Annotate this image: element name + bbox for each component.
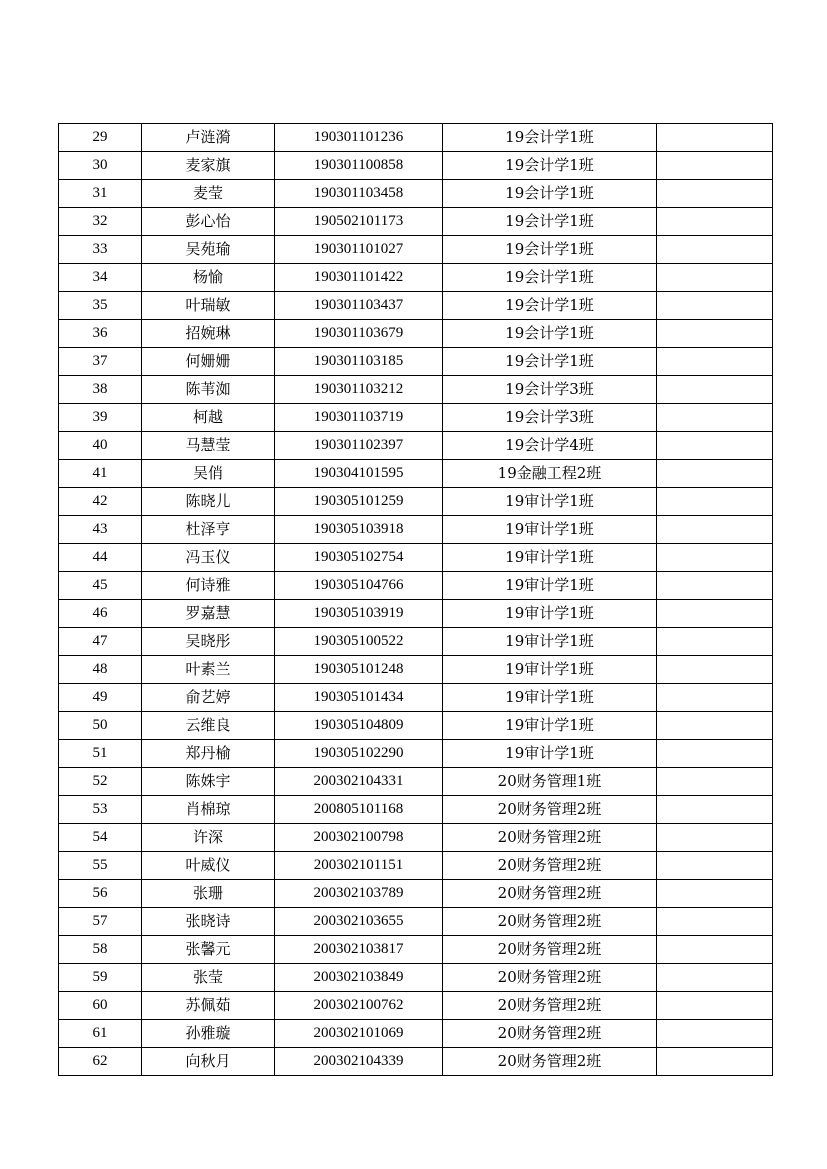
student-name-cell: 柯越: [142, 404, 275, 432]
class-name-cell: 19会计学1班: [443, 180, 657, 208]
remark-cell: [657, 460, 773, 488]
student-name-cell: 向秋月: [142, 1048, 275, 1076]
class-name-cell: 19审计学1班: [443, 544, 657, 572]
table-row: [59, 852, 773, 880]
remark-cell: [657, 152, 773, 180]
row-number-cell: 36: [59, 320, 142, 348]
class-name-cell: 19会计学1班: [443, 264, 657, 292]
class-name-cell: 20财务管理2班: [443, 964, 657, 992]
row-number-cell: 40: [59, 432, 142, 460]
student-list-table: [58, 123, 773, 1076]
row-number-cell: 57: [59, 908, 142, 936]
student-name-cell: 麦莹: [142, 180, 275, 208]
table-row: [59, 432, 773, 460]
table-row: [59, 768, 773, 796]
remark-cell: [657, 740, 773, 768]
table-row: [59, 236, 773, 264]
student-id-cell: 200302103655: [275, 908, 443, 936]
row-number-cell: 42: [59, 488, 142, 516]
student-id-cell: 190305103919: [275, 600, 443, 628]
class-name-cell: 19会计学1班: [443, 292, 657, 320]
row-number-cell: 31: [59, 180, 142, 208]
student-id-cell: 200302104331: [275, 768, 443, 796]
table-row: [59, 404, 773, 432]
student-name-cell: 张珊: [142, 880, 275, 908]
student-name-cell: 俞艺婷: [142, 684, 275, 712]
row-number-cell: 38: [59, 376, 142, 404]
remark-cell: [657, 124, 773, 152]
student-id-cell: 190301101236: [275, 124, 443, 152]
class-name-cell: 19会计学1班: [443, 320, 657, 348]
student-id-cell: 190301103679: [275, 320, 443, 348]
student-name-cell: 陈姝宇: [142, 768, 275, 796]
table-row: [59, 600, 773, 628]
row-number-cell: 49: [59, 684, 142, 712]
remark-cell: [657, 852, 773, 880]
table-row: [59, 936, 773, 964]
row-number-cell: 34: [59, 264, 142, 292]
student-name-cell: 张莹: [142, 964, 275, 992]
class-name-cell: 19审计学1班: [443, 488, 657, 516]
student-name-cell: 冯玉仪: [142, 544, 275, 572]
student-name-cell: 何姗姗: [142, 348, 275, 376]
table-row: [59, 1020, 773, 1048]
table-row: [59, 992, 773, 1020]
row-number-cell: 35: [59, 292, 142, 320]
student-id-cell: 190301103458: [275, 180, 443, 208]
student-id-cell: 190305102290: [275, 740, 443, 768]
table-row: [59, 488, 773, 516]
class-name-cell: 20财务管理2班: [443, 1048, 657, 1076]
student-id-cell: 190305101434: [275, 684, 443, 712]
class-name-cell: 20财务管理1班: [443, 768, 657, 796]
class-name-cell: 19审计学1班: [443, 656, 657, 684]
row-number-cell: 37: [59, 348, 142, 376]
student-id-cell: 200302103817: [275, 936, 443, 964]
class-name-cell: 19会计学1班: [443, 348, 657, 376]
class-name-cell: 19会计学4班: [443, 432, 657, 460]
remark-cell: [657, 292, 773, 320]
student-id-cell: 200302103789: [275, 880, 443, 908]
table-row: [59, 348, 773, 376]
student-name-cell: 孙雅璇: [142, 1020, 275, 1048]
student-id-cell: 190305100522: [275, 628, 443, 656]
row-number-cell: 59: [59, 964, 142, 992]
student-name-cell: 张馨元: [142, 936, 275, 964]
student-name-cell: 马慧莹: [142, 432, 275, 460]
student-name-cell: 郑丹榆: [142, 740, 275, 768]
remark-cell: [657, 936, 773, 964]
table-row: [59, 656, 773, 684]
row-number-cell: 41: [59, 460, 142, 488]
remark-cell: [657, 572, 773, 600]
remark-cell: [657, 236, 773, 264]
student-id-cell: 190305101248: [275, 656, 443, 684]
remark-cell: [657, 628, 773, 656]
class-name-cell: 19会计学3班: [443, 404, 657, 432]
student-name-cell: 吴苑瑜: [142, 236, 275, 264]
class-name-cell: 19审计学1班: [443, 572, 657, 600]
student-name-cell: 肖棉琼: [142, 796, 275, 824]
student-id-cell: 190304101595: [275, 460, 443, 488]
table-row: [59, 544, 773, 572]
student-id-cell: 190301100858: [275, 152, 443, 180]
class-name-cell: 20财务管理2班: [443, 852, 657, 880]
student-name-cell: 罗嘉慧: [142, 600, 275, 628]
row-number-cell: 54: [59, 824, 142, 852]
table-body: [59, 124, 773, 1076]
class-name-cell: 20财务管理2班: [443, 880, 657, 908]
student-name-cell: 叶威仪: [142, 852, 275, 880]
remark-cell: [657, 376, 773, 404]
table-row: [59, 460, 773, 488]
student-name-cell: 何诗雅: [142, 572, 275, 600]
student-id-cell: 190301103719: [275, 404, 443, 432]
table-row: [59, 1048, 773, 1076]
student-id-cell: 200302101069: [275, 1020, 443, 1048]
class-name-cell: 19审计学1班: [443, 684, 657, 712]
class-name-cell: 20财务管理2班: [443, 1020, 657, 1048]
row-number-cell: 50: [59, 712, 142, 740]
row-number-cell: 60: [59, 992, 142, 1020]
student-name-cell: 杨愉: [142, 264, 275, 292]
student-name-cell: 卢涟漪: [142, 124, 275, 152]
row-number-cell: 48: [59, 656, 142, 684]
row-number-cell: 52: [59, 768, 142, 796]
student-name-cell: 叶素兰: [142, 656, 275, 684]
class-name-cell: 19审计学1班: [443, 600, 657, 628]
remark-cell: [657, 712, 773, 740]
student-id-cell: 190301103185: [275, 348, 443, 376]
student-name-cell: 麦家旗: [142, 152, 275, 180]
student-id-cell: 200302103849: [275, 964, 443, 992]
table-row: [59, 908, 773, 936]
class-name-cell: 19金融工程2班: [443, 460, 657, 488]
table-row: [59, 824, 773, 852]
remark-cell: [657, 488, 773, 516]
row-number-cell: 30: [59, 152, 142, 180]
class-name-cell: 20财务管理2班: [443, 992, 657, 1020]
table-row: [59, 796, 773, 824]
row-number-cell: 39: [59, 404, 142, 432]
row-number-cell: 53: [59, 796, 142, 824]
remark-cell: [657, 264, 773, 292]
table-row: [59, 572, 773, 600]
table-row: [59, 516, 773, 544]
row-number-cell: 45: [59, 572, 142, 600]
row-number-cell: 43: [59, 516, 142, 544]
remark-cell: [657, 824, 773, 852]
table-row: [59, 264, 773, 292]
student-name-cell: 吴晓彤: [142, 628, 275, 656]
student-id-cell: 190305104766: [275, 572, 443, 600]
table-row: [59, 880, 773, 908]
remark-cell: [657, 404, 773, 432]
table-row: [59, 964, 773, 992]
row-number-cell: 29: [59, 124, 142, 152]
student-name-cell: 吴俏: [142, 460, 275, 488]
student-id-cell: 200302100762: [275, 992, 443, 1020]
table-row: [59, 124, 773, 152]
remark-cell: [657, 544, 773, 572]
class-name-cell: 20财务管理2班: [443, 936, 657, 964]
student-name-cell: 苏佩茹: [142, 992, 275, 1020]
remark-cell: [657, 348, 773, 376]
student-id-cell: 190301101027: [275, 236, 443, 264]
class-name-cell: 19审计学1班: [443, 628, 657, 656]
student-id-cell: 200302104339: [275, 1048, 443, 1076]
remark-cell: [657, 684, 773, 712]
student-name-cell: 云维良: [142, 712, 275, 740]
student-name-cell: 陈苇洳: [142, 376, 275, 404]
remark-cell: [657, 208, 773, 236]
remark-cell: [657, 600, 773, 628]
student-id-cell: 190305102754: [275, 544, 443, 572]
student-id-cell: 190301101422: [275, 264, 443, 292]
remark-cell: [657, 768, 773, 796]
table-row: [59, 320, 773, 348]
student-id-cell: 200302100798: [275, 824, 443, 852]
table-row: [59, 740, 773, 768]
student-id-cell: 200302101151: [275, 852, 443, 880]
class-name-cell: 20财务管理2班: [443, 796, 657, 824]
row-number-cell: 44: [59, 544, 142, 572]
class-name-cell: 19审计学1班: [443, 740, 657, 768]
remark-cell: [657, 1020, 773, 1048]
table-row: [59, 628, 773, 656]
student-name-cell: 杜泽亨: [142, 516, 275, 544]
student-name-cell: 陈晓儿: [142, 488, 275, 516]
row-number-cell: 46: [59, 600, 142, 628]
table-row: [59, 208, 773, 236]
row-number-cell: 61: [59, 1020, 142, 1048]
table-row: [59, 292, 773, 320]
student-name-cell: 许深: [142, 824, 275, 852]
student-name-cell: 招婉琳: [142, 320, 275, 348]
row-number-cell: 56: [59, 880, 142, 908]
remark-cell: [657, 908, 773, 936]
student-id-cell: 190301103212: [275, 376, 443, 404]
class-name-cell: 20财务管理2班: [443, 824, 657, 852]
remark-cell: [657, 880, 773, 908]
student-id-cell: 190305104809: [275, 712, 443, 740]
remark-cell: [657, 320, 773, 348]
student-id-cell: 190301102397: [275, 432, 443, 460]
class-name-cell: 19审计学1班: [443, 712, 657, 740]
table-row: [59, 684, 773, 712]
remark-cell: [657, 1048, 773, 1076]
class-name-cell: 19会计学1班: [443, 208, 657, 236]
class-name-cell: 19会计学1班: [443, 236, 657, 264]
class-name-cell: 19会计学1班: [443, 124, 657, 152]
remark-cell: [657, 964, 773, 992]
row-number-cell: 51: [59, 740, 142, 768]
class-name-cell: 19审计学1班: [443, 516, 657, 544]
row-number-cell: 58: [59, 936, 142, 964]
row-number-cell: 47: [59, 628, 142, 656]
student-id-cell: 190502101173: [275, 208, 443, 236]
remark-cell: [657, 516, 773, 544]
table-row: [59, 180, 773, 208]
row-number-cell: 33: [59, 236, 142, 264]
class-name-cell: 20财务管理2班: [443, 908, 657, 936]
table-row: [59, 712, 773, 740]
row-number-cell: 55: [59, 852, 142, 880]
table-row: [59, 376, 773, 404]
student-name-cell: 叶瑞敏: [142, 292, 275, 320]
row-number-cell: 62: [59, 1048, 142, 1076]
remark-cell: [657, 656, 773, 684]
remark-cell: [657, 432, 773, 460]
remark-cell: [657, 796, 773, 824]
row-number-cell: 32: [59, 208, 142, 236]
student-id-cell: 200805101168: [275, 796, 443, 824]
remark-cell: [657, 180, 773, 208]
remark-cell: [657, 992, 773, 1020]
student-name-cell: 彭心怡: [142, 208, 275, 236]
class-name-cell: 19会计学3班: [443, 376, 657, 404]
table-row: [59, 152, 773, 180]
class-name-cell: 19会计学1班: [443, 152, 657, 180]
student-name-cell: 张晓诗: [142, 908, 275, 936]
student-id-cell: 190305101259: [275, 488, 443, 516]
student-id-cell: 190301103437: [275, 292, 443, 320]
student-id-cell: 190305103918: [275, 516, 443, 544]
